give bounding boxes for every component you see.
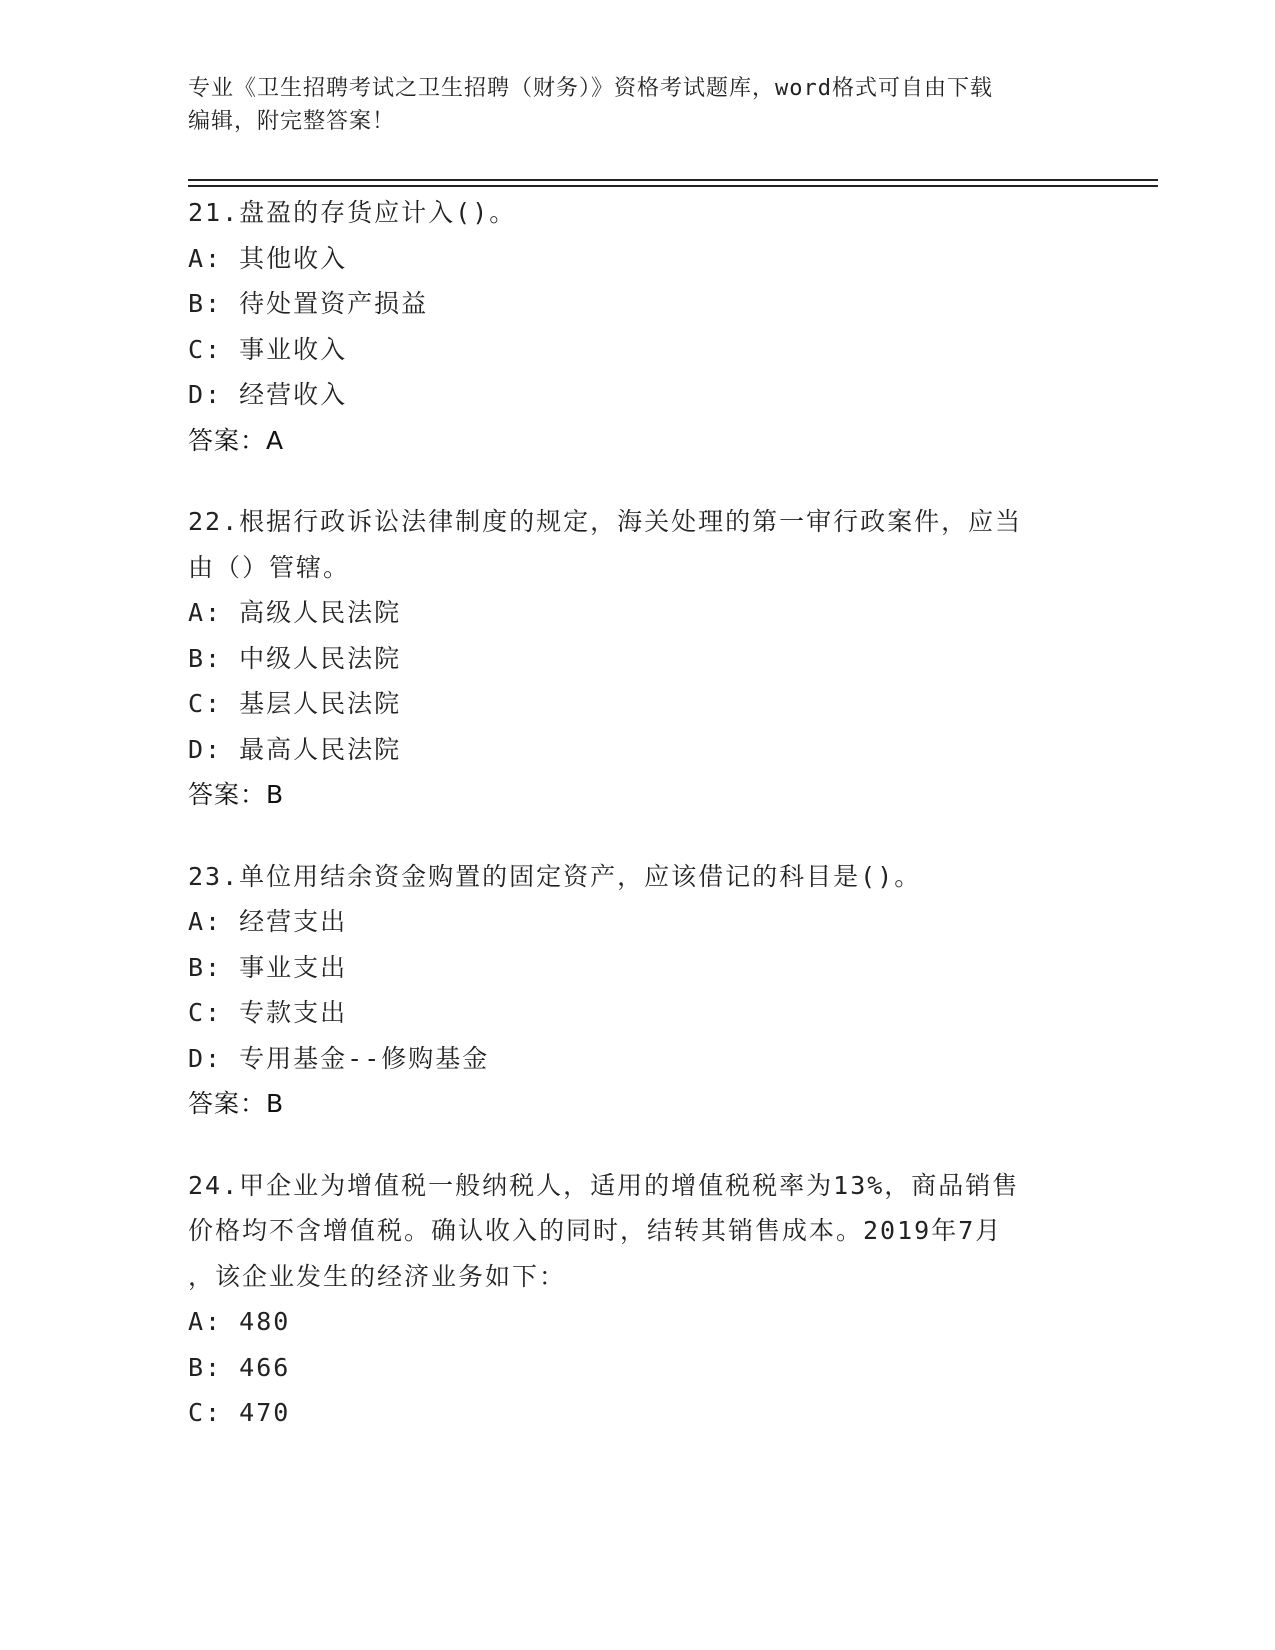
question-stem-continued: ，该企业发生的经济业务如下： [188, 1261, 567, 1291]
option-b: B: 466 [188, 1352, 291, 1382]
question-21 [188, 190, 1088, 463]
option-b: B: 事业支出 [188, 952, 348, 982]
document-header [188, 72, 1088, 138]
question-stem: 23.单位用结余资金购置的固定资产，应该借记的科目是()。 [188, 861, 922, 891]
question-24 [188, 1163, 1088, 1436]
question-stem-continued: 由（）管辖。 [188, 552, 351, 582]
option-a: A: 经营支出 [188, 907, 348, 936]
option-a: A: 高级人民法院 [188, 598, 402, 627]
option-d: D: 最高人民法院 [188, 734, 402, 764]
option-c: C: 470 [188, 1398, 291, 1427]
header-divider-top [188, 179, 1158, 181]
option-c: C: 专款支出 [188, 998, 348, 1027]
answer: 答案：B [188, 1089, 285, 1118]
answer: 答案：B [188, 780, 285, 809]
question-stem-continued: 价格均不含增值税。确认收入的同时，结转其销售成本。2019年7月 [188, 1216, 1003, 1245]
answer: 答案：A [188, 425, 285, 455]
header-line-2: 编辑，附完整答案！ [188, 109, 396, 134]
option-b: B: 待处置资产损益 [188, 289, 429, 318]
option-d: D: 专用基金--修购基金 [188, 1043, 490, 1073]
header-line-1: 专业《卫生招聘考试之卫生招聘（财务）》资格考试题库，word格式可自由下载 [188, 76, 993, 101]
question-list [188, 190, 1088, 1472]
header-divider-bottom [188, 185, 1158, 187]
option-b: B: 中级人民法院 [188, 643, 402, 673]
question-stem: 24.甲企业为增值税一般纳税人，适用的增值税税率为13%，商品销售 [188, 1170, 1020, 1200]
option-a: A: 其他收入 [188, 243, 348, 273]
question-23 [188, 854, 1088, 1127]
option-d: D: 经营收入 [188, 380, 348, 409]
question-stem: 21.盘盈的存货应计入()。 [188, 198, 517, 227]
question-stem: 22.根据行政诉讼法律制度的规定，海关处理的第一审行政案件，应当 [188, 507, 1023, 536]
option-c: C: 事业收入 [188, 334, 348, 364]
question-22 [188, 499, 1088, 818]
option-c: C: 基层人民法院 [188, 689, 402, 718]
option-a: A: 480 [188, 1307, 291, 1336]
